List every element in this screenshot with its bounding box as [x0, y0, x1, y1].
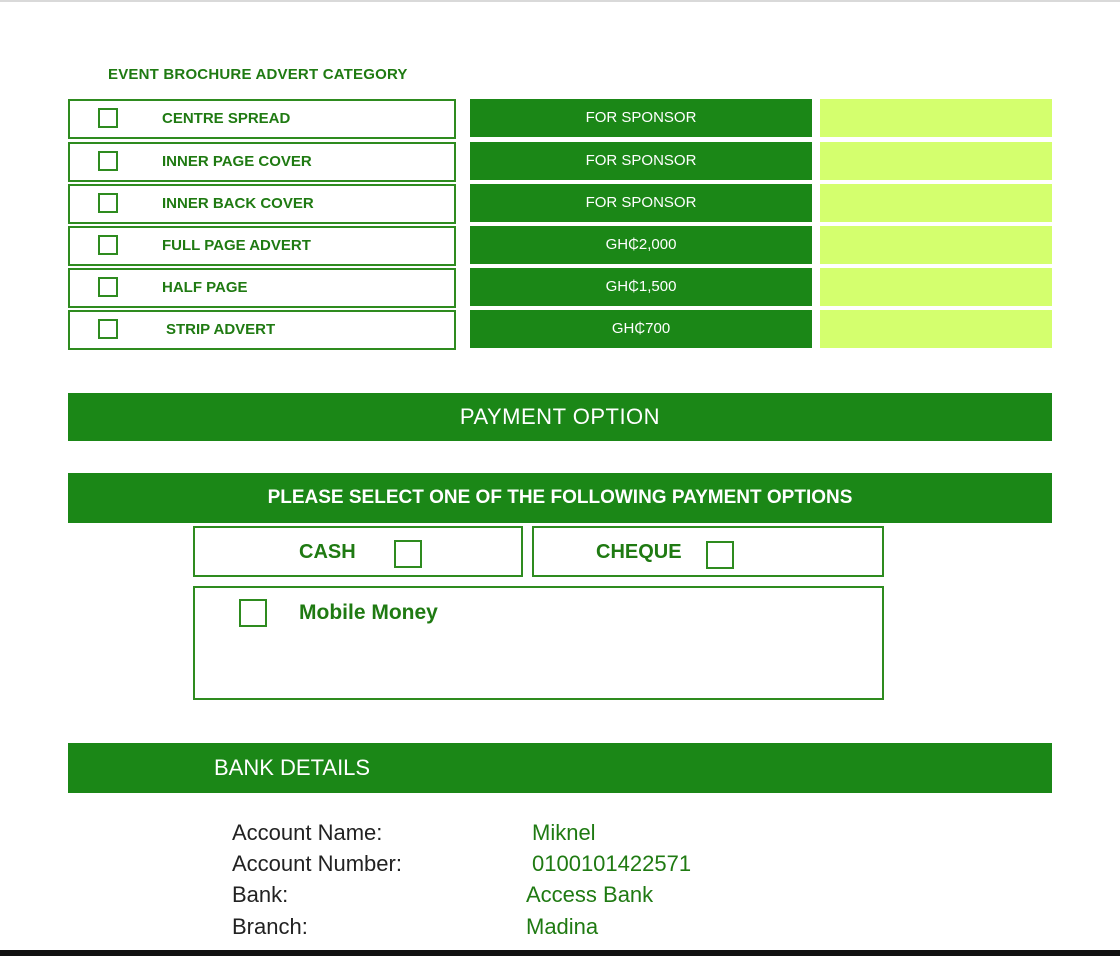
advert-price: FOR SPONSOR [470, 184, 812, 222]
advert-label-box [68, 310, 456, 350]
account-name-row [232, 820, 832, 850]
advert-row-strip [68, 310, 1052, 348]
account-number-value: 0100101422571 [532, 851, 692, 876]
advert-label-box [68, 184, 456, 224]
advert-price: GH₵2,000 [470, 226, 812, 264]
advert-row-inner-page-cover [68, 142, 1052, 180]
advert-label-box [68, 99, 456, 139]
advert-checkbox[interactable] [98, 151, 118, 171]
advert-price: GH₵700 [470, 310, 812, 348]
branch-label: Branch: [232, 914, 308, 939]
account-name-label: Account Name: [232, 820, 383, 845]
advert-checkbox[interactable] [98, 193, 118, 213]
bank-name-value: Access Bank [526, 882, 654, 907]
cheque-label: CHEQUE [596, 541, 682, 563]
mobile-money-checkbox[interactable] [239, 599, 267, 627]
advert-price: GH₵1,500 [470, 268, 812, 306]
bank-details-title: BANK DETAILS [214, 755, 371, 780]
bank-label: Bank: [232, 882, 289, 907]
cash-option[interactable] [193, 526, 523, 577]
advert-name: INNER PAGE COVER [162, 153, 312, 170]
advert-name: FULL PAGE ADVERT [162, 237, 311, 254]
top-border [0, 0, 1120, 2]
advert-label-box [68, 142, 456, 182]
brochure-section-title: EVENT BROCHURE ADVERT CATEGORY [108, 66, 408, 83]
branch-value: Madina [526, 914, 599, 939]
bank-name-row [232, 882, 832, 912]
advert-checkbox[interactable] [98, 108, 118, 128]
bank-details-banner [68, 743, 1052, 793]
advert-label-box [68, 268, 456, 308]
cheque-option[interactable] [532, 526, 884, 577]
advert-row-full-page [68, 226, 1052, 264]
advert-name: CENTRE SPREAD [162, 110, 291, 127]
advert-label-box [68, 226, 456, 266]
account-number-row [232, 851, 832, 881]
advert-price: FOR SPONSOR [470, 99, 812, 137]
advert-checkbox[interactable] [98, 277, 118, 297]
account-number-label: Account Number: [232, 851, 402, 876]
advert-price: FOR SPONSOR [470, 142, 812, 180]
advert-extra-cell [820, 99, 1052, 137]
advert-checkbox[interactable] [98, 235, 118, 255]
advert-row-inner-back-cover [68, 184, 1052, 222]
advert-name: INNER BACK COVER [162, 195, 314, 212]
mobile-money-option[interactable] [193, 586, 884, 700]
cash-checkbox[interactable] [394, 540, 422, 568]
bottom-border [0, 950, 1120, 956]
cheque-checkbox[interactable] [706, 541, 734, 569]
advert-name: HALF PAGE [162, 279, 248, 296]
account-name-value: Miknel [532, 820, 596, 845]
payment-option-banner: PAYMENT OPTION [68, 393, 1052, 441]
advert-extra-cell [820, 268, 1052, 306]
advert-extra-cell [820, 142, 1052, 180]
advert-checkbox[interactable] [98, 319, 118, 339]
advert-row-half-page [68, 268, 1052, 306]
advert-name: STRIP ADVERT [166, 321, 276, 338]
advert-extra-cell [820, 226, 1052, 264]
cash-label: CASH [299, 541, 356, 563]
advert-extra-cell [820, 310, 1052, 348]
mobile-money-label: Mobile Money [299, 601, 438, 624]
advert-extra-cell [820, 184, 1052, 222]
payment-instruction-banner: PLEASE SELECT ONE OF THE FOLLOWING PAYMENT OPTIONS [68, 473, 1052, 523]
advert-row-centre-spread [68, 99, 1052, 137]
branch-row [232, 914, 832, 944]
